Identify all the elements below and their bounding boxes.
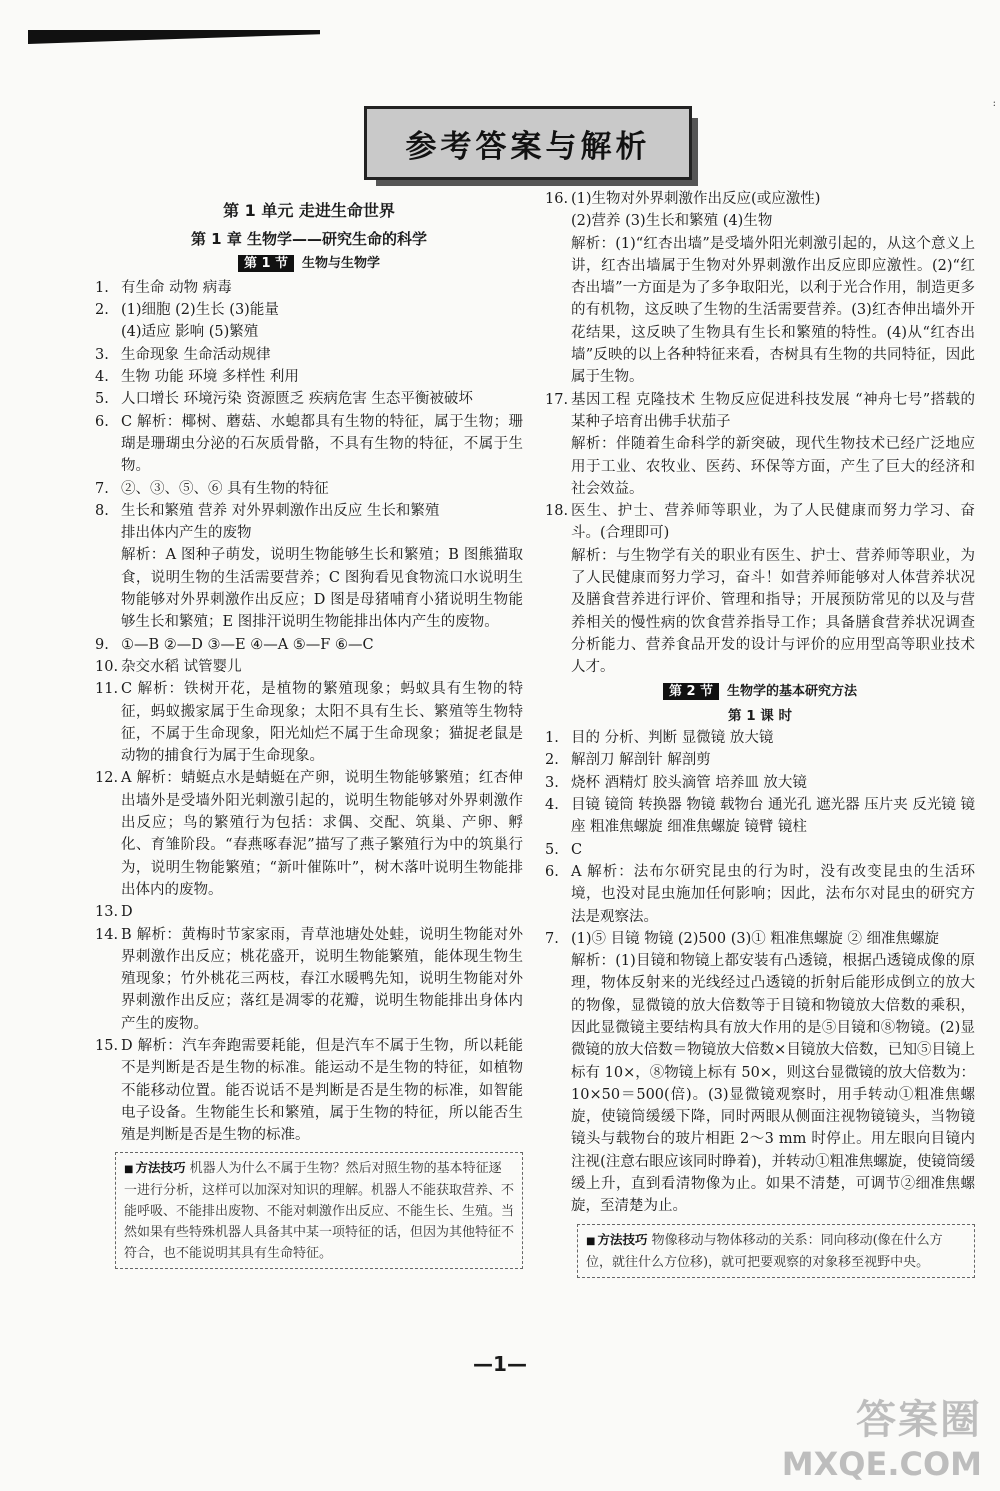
answer-text: 人口增长 环境污染 资源匮乏 疾病危害 生态平衡被破坏: [121, 391, 473, 408]
answer-text: 生长和繁殖 营养 对外界刺激作出反应 生长和繁殖 排出体内产生的废物 解析：A 图种子萌发，说明生物能够生长和繁殖；B 图熊猫取食，说明生物的生活需要营养；C 图狗看见食物流口水说明生物能够对外界刺激作出反应；D 图是母猪哺育小猪说明生物能够生长和繁殖；E 图排汗说明生物能排出体内产生的废物。: [121, 502, 523, 631]
lesson-heading: 第 1 课 时: [728, 707, 792, 724]
answer-number: 6.: [95, 413, 109, 430]
answer-text: 有生命 动物 病毒: [121, 279, 232, 296]
answer-item: [95, 634, 523, 656]
answer-number: 3.: [545, 774, 559, 791]
answer-text: 烧杯 酒精灯 胶头滴管 培养皿 放大镜: [571, 774, 807, 791]
section-heading: [95, 253, 523, 275]
answer-item: [95, 411, 523, 478]
answer-list-right-2: [545, 727, 975, 1218]
answer-item: [545, 928, 975, 1218]
answer-item: [545, 389, 975, 500]
section-tag: 第 1 节: [238, 255, 294, 272]
section-title: 生物与生物学: [302, 255, 381, 271]
answer-item: [545, 749, 975, 771]
watermark: [782, 1388, 982, 1483]
answer-text: A 解析：蜻蜓点水是蜻蜓在产卵，说明生物能够繁殖；红杏伸出墙外是受墙外阳光刺激引起的，说明生物能够对外界刺激作出反应；鸟的繁殖行为包括：求偶、交配、筑巢、产卵、孵化、育雏阶段。“春燕啄春泥”描写了燕子繁殖行为中的筑巢行为，说明生物能繁殖；“新叶催陈叶”，树木落叶说明生物能排出体内的废物。: [121, 770, 523, 898]
answer-text: ①—B ②—D ③—E ④—A ⑤—F ⑥—C: [121, 636, 374, 653]
answer-text: D: [121, 904, 133, 921]
answer-text: 医生、护士、营养师等职业，为了人民健康而努力学习、奋斗。(合理即可) 解析：与生物学有关的职业有医生、护士、营养师等职业，为了人民健康而努力学习，奋斗！如营养师能够对人体营养状况及膳食营养进行评价、管理和指导；开展预防常见的以及与营养相关的慢性病的饮食营养指导工作；具备膳食营养状况调查分析能力、营养食品开发的设计与评价的应用型高等职业技术人才。: [571, 503, 975, 676]
answer-number: 11.: [95, 681, 119, 698]
section-title-2: 生物学的基本研究方法: [727, 683, 858, 699]
answer-number: 13.: [95, 904, 119, 921]
answer-item: [95, 924, 523, 1035]
corner-mark: :: [992, 98, 996, 109]
answer-list-right: [545, 188, 975, 679]
answer-number: 3.: [95, 346, 109, 363]
top-decor-bar: [28, 30, 320, 44]
answer-text: D 解析：汽车奔跑需要耗能，但是汽车不属于生物，所以耗能不是判断是否是生物的标准。能运动不是生物的特征，如植物不能移动位置。能否说话不是判断是否是生物的标准，如智能电子设备。生物能生长和繁殖，属于生物的特征，所以能否生殖是判断是否是生物的标准。: [121, 1037, 523, 1144]
answer-number: 2.: [95, 302, 109, 319]
answer-number: 2.: [545, 752, 559, 769]
answer-text: C 解析：椰树、蘑菇、水螅都具有生物的特征，属于生物；珊瑚是珊瑚虫分泌的石灰质骨骼，不具有生物的特征，不属于生物。: [121, 413, 523, 475]
watermark-brand: 答案圈: [856, 1397, 982, 1443]
tip-label-2: ■ 方法技巧: [586, 1232, 647, 1247]
answer-item: [95, 344, 523, 366]
answer-list-left: [95, 277, 523, 1147]
answer-item: [545, 772, 975, 794]
answer-text: 生命现象 生命活动规律: [121, 346, 271, 363]
answer-number: 7.: [95, 480, 109, 497]
answer-item: [545, 188, 975, 389]
answer-text: C 解析：铁树开花，是植物的繁殖现象；蚂蚁具有生物的特征，蚂蚁搬家属于生命现象；太阳不具有生长、繁殖等生物特征，不属于生命现象，阳光灿烂不属于生命现象；猫捉老鼠是动物的捕食行为属于生命现象。: [121, 681, 523, 765]
answer-text: 基因工程 克隆技术 生物反应促进科技发展 “神舟七号”搭载的某种子培育出佛手状茄子 解析：伴随着生命科学的新突破，现代生物技术已经广泛地应用于工业、农牧业、医药、环保等方面，产生了巨大的经济和社会效益。: [571, 391, 975, 497]
right-column: [545, 188, 975, 1278]
answer-text: B 解析：黄梅时节家家雨，青草池塘处处蛙，说明生物能对外界刺激作出反应；桃花盛开，说明生物能繁殖，能体现生物生殖现象；竹外桃花三两枝，春江水暖鸭先知，说明生物能对外界刺激作出反应；落红是凋零的花瓣，说明生物能排出身体内产生的废物。: [121, 926, 523, 1032]
tip-label: ■ 方法技巧: [124, 1160, 185, 1175]
answer-number: 1.: [545, 730, 559, 747]
chapter-heading: 第 1 章 生物学——研究生命的科学: [190, 230, 428, 249]
answer-item: [545, 727, 975, 749]
section-tag-2: 第 2 节: [663, 683, 719, 700]
answer-number: 1.: [95, 279, 109, 296]
answer-text: (1)细胞 (2)生长 (3)能量 (4)适应 影响 (5)繁殖: [121, 302, 279, 341]
answer-text: A 解析：法布尔研究昆虫的行为时，没有改变昆虫的生活环境，也没对昆虫施加任何影响；因此，法布尔对昆虫的研究方法是观察法。: [571, 863, 975, 925]
answer-text: C: [571, 841, 583, 858]
answer-item: [545, 500, 975, 678]
method-tip-box-2: [577, 1224, 975, 1278]
answer-item: [95, 478, 523, 500]
answer-number: 14.: [95, 926, 119, 943]
answer-item: [95, 656, 523, 678]
page-title: 参考答案与解析: [405, 128, 651, 165]
tip-text-2: 物像移动与物体移动的关系：同向移动(像在什么方位，就往什么方位移)，就可把要观察的对象移至视野中央。: [586, 1232, 943, 1270]
answer-item: [95, 299, 523, 344]
answer-item: [95, 277, 523, 299]
answer-text: 杂交水稻 试管婴儿: [121, 658, 242, 675]
answer-item: [95, 388, 523, 410]
answer-number: 5.: [95, 391, 109, 408]
answer-item: [545, 839, 975, 861]
answer-item: [545, 861, 975, 928]
page-title-box: [364, 106, 692, 180]
answer-text: 生物 功能 环境 多样性 利用: [121, 369, 299, 386]
tip-text: 机器人为什么不属于生物？然后对照生物的基本特征逐一进行分析，这样可以加深对知识的理解。机器人不能获取营养、不能呼吸、不能排出废物、不能对刺激作出反应、不能生长、生殖。当然如果有些特殊机器人具备其中某一项特征的话，但因为其他特征不符合，也不能说明其具有生命特征。: [124, 1161, 515, 1262]
answer-number: 8.: [95, 502, 109, 519]
watermark-url: MXQE.COM: [781, 1445, 982, 1483]
answer-number: 9.: [95, 636, 109, 653]
answer-text: (1)⑤ 目镜 物镜 (2)500 (3)① 粗准焦螺旋 ② 细准焦螺旋 解析：(1)目镜和物镜上都安装有凸透镜，根据凸透镜成像的原理，物体反射来的光线经过凸透镜的折射后能形成倒立的放大的物像，显微镜的放大倍数等于目镜和物镜放大倍数的乘积，因此显微镜主要结构具有放大作用的是⑤目镜和⑧物镜。(2)显微镜的放大倍数＝物镜放大倍数×目镜放大倍数，已知⑤目镜上标有 10×，⑧物镜上标有 50×，则这台显微镜的放大倍数为：10×50＝500(倍)。(3)显微镜观察时，用手转动①粗准焦螺旋，使镜筒缓缓下降，同时两眼从侧面注视物镜镜头，当物镜镜头与载物台的玻片相距 2～3 mm 时停止。用左眼向目镜内注视(注意右眼应该同时睁着)，并转动①粗准焦螺旋，使镜筒缓缓上升，直到看清物像为止。如果不清楚，可调节②细准焦螺旋，至清楚为止。: [571, 930, 975, 1215]
answer-text: 目镜 镜筒 转换器 物镜 载物台 通光孔 遮光器 压片夹 反光镜 镜座 粗准焦螺旋 细准焦螺旋 镜臂 镜柱: [571, 797, 975, 836]
method-tip-box: [115, 1152, 523, 1269]
answer-number: 10.: [95, 658, 119, 675]
answer-number: 18.: [545, 503, 569, 520]
answer-item: [95, 500, 523, 634]
answer-text: ②、③、⑤、⑥ 具有生物的特征: [121, 480, 329, 497]
answer-number: 5.: [545, 841, 559, 858]
answer-text: (1)生物对外界刺激作出反应(或应激性) (2)营养 (3)生长和繁殖 (4)生物 解析：(1)“红杏出墙”是受墙外阳光刺激引起的，从这个意义上讲，红杏出墙属于生物对外界刺激作出反应即应激性。(2)“红杏出墙”一方面是为了多争取阳光，以利于光合作用，制造更多的有机物，这反映了生物的生活需要营养。(3)红杏伸出墙外开花结果，这反映了生物具有生长和繁殖的特性。(4)从“红杏出墙”反映的以上各种特征来看，杏树具有生物的共同特征，因此属于生物。: [571, 191, 975, 386]
answer-number: 16.: [545, 191, 569, 207]
answer-number: 12.: [95, 770, 119, 787]
answer-item: [95, 767, 523, 901]
left-column: [95, 196, 523, 1269]
answer-item: [95, 901, 523, 923]
answer-number: 4.: [95, 369, 109, 386]
answer-number: 6.: [545, 863, 559, 880]
answer-number: 7.: [545, 930, 559, 947]
answer-item: [545, 794, 975, 839]
section-heading-2: [545, 681, 975, 703]
answer-number: 4.: [545, 797, 559, 814]
answer-text: 目的 分析、判断 显微镜 放大镜: [571, 730, 774, 747]
answer-number: 15.: [95, 1037, 119, 1054]
answer-item: [95, 366, 523, 388]
page-number: —1—: [473, 1352, 527, 1376]
answer-number: 17.: [545, 391, 569, 408]
answer-item: [95, 678, 523, 767]
unit-heading: 第 1 单元 走进生命世界: [223, 201, 395, 220]
answer-item: [95, 1035, 523, 1146]
answer-text: 解剖刀 解剖针 解剖剪: [571, 752, 711, 769]
